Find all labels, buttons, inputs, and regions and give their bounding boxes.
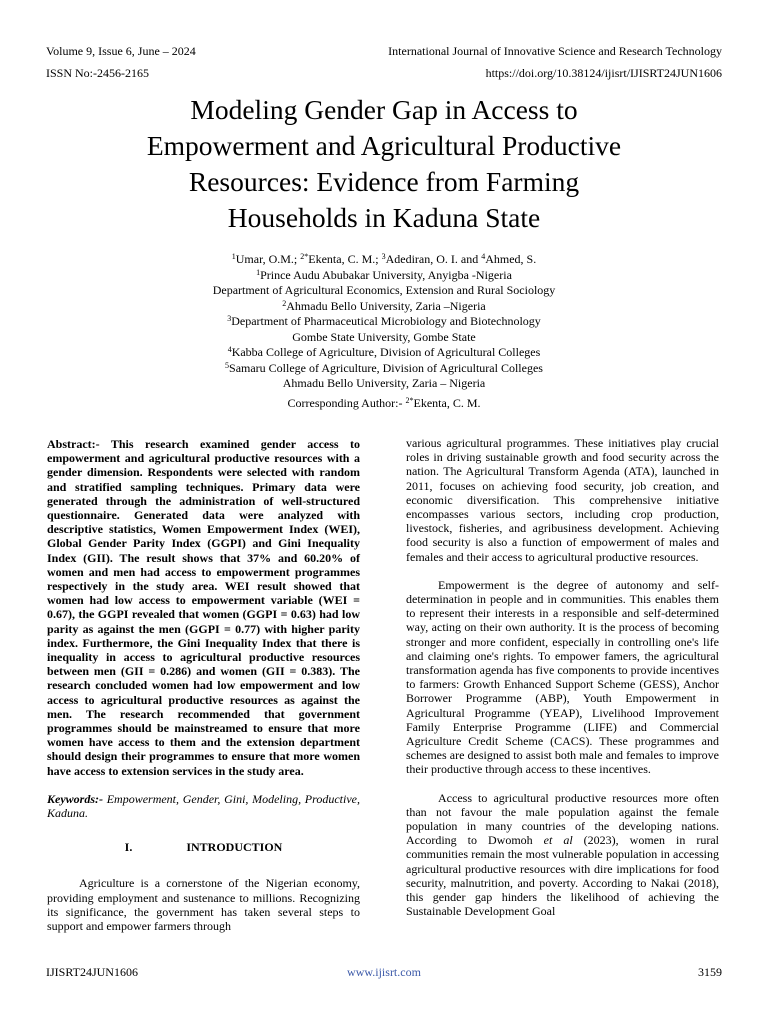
author-block	[60, 252, 708, 392]
affiliation-2: $^2$Ahmadu Bello University, Zaria –Nigeria	[282, 298, 486, 313]
paper-id: IJISRT24JUN1606	[46, 965, 138, 979]
title-line: Households in Kaduna State	[227, 202, 541, 233]
running-header-top	[46, 44, 722, 59]
page-number: 3159	[698, 965, 722, 979]
author-list: $^1$Umar, O.M.; $^{2*}$Ekenta, C. M.; $^3$Adediran, O. I. and $^4$Ahmed, S.	[231, 252, 537, 266]
affiliation-1: $^1$Prince Audu Abubakar University, Anyigba -Nigeria	[256, 267, 512, 282]
journal-name: International Journal of Innovative Science and Research Technology	[388, 44, 722, 58]
body-paragraph: Empowerment is the degree of autonomy and self-determination in people and in communities. This enables them to represent their interests in a responsible and self-determined way, acting on their own authority. It is the process of becoming stronger and more confident, especially in controlling one's life and claiming one's rights. To empower famers, the agricultural transformation agenda has five components to provide incentives to farmers: Growth Enhanced Support Scheme (GESS), Anchor Borrower Programme (ABP), Youth Empowerment in Agricultural Programme (YEAP), Livelihood Improvement Family Enterprise Programme (LIFE) and Commercial Agriculture Credit Scheme (CACS). These programmes and schemes are designed to assist both male and females to improve their productive through access to these incentives.	[406, 577, 719, 777]
affiliation-3: $^3$Department of Pharmaceutical Microbiology and Biotechnology	[227, 314, 541, 328]
paper-title	[60, 92, 708, 236]
corresponding-author: Corresponding Author:- $^{2*}$Ekenta, C. M.	[287, 396, 481, 410]
running-header-bottom	[46, 66, 722, 81]
left-column	[47, 437, 360, 933]
affiliation-5-institution: Ahmadu Bello University, Zaria – Nigeria	[282, 376, 486, 390]
section-heading: I. INTRODUCTION	[124, 840, 283, 855]
affiliation-3-institution: Gombe State University, Gombe State	[292, 329, 476, 344]
title-line: Empowerment and Agricultural Productive	[146, 130, 622, 161]
title-line: Modeling Gender Gap in Access to	[190, 94, 578, 125]
doi-link[interactable]: https://doi.org/10.38124/ijisrt/IJISRT24JUN1606	[485, 66, 722, 80]
keywords: Keywords:- Empowerment, Gender, Gini, Modeling, Productive, Kaduna.	[47, 791, 360, 821]
title-line: Resources: Evidence from Farming	[188, 166, 580, 197]
volume-info: Volume 9, Issue 6, June – 2024	[46, 44, 196, 58]
intro-paragraph: Agriculture is a cornerstone of the Nigerian economy, providing employment and sustenance to millions. Recognizing its significance, the government has taken several steps to support and empower farmers through	[47, 876, 360, 934]
body-paragraph: Access to agricultural productive resources more often than not favour the male population against the female population in many countries of the developing nations. According to Dwomoh et al (2023), women in rural communities remain the most vulnerable population in accessing agricultural productive resources with dire implications for food security, malnutrition, and poverty. According to Nakai (2018), this gender gap hinders the likelihood of achieving the Sustainable Development Goal	[406, 790, 719, 919]
abstract: Abstract:- This research examined gender access to empowerment and agricultural productive resources with a gender dimension. Respondents were selected with random and stratified sampling techniques. Primary data were generated through the administration of well-structured questionnaire. Generated data were analyzed with descriptive statistics, Women Empowerment Index (WEI), Global Gender Parity Index (GGPI) and Gini Inequality Index (GII). The result shows that 37% and 60.20% of women and men had access to empowerment programmes respectively in the study area. WEI result showed that women had low access to empowerment variable (WEI = 0.67), the GGPI revealed that women (GGPI = 0.63) had low parity as against the men (GGPI = 0.77) with higher parity index. Furthermore, the Gini Inequality Index that there is inequality in access to agricultural productive resources between men (GII = 0.286) and women (GII = 0.383). The research concluded women had low empowerment and low access to agricultural productive resources as against the men. The research recommended that government programmes should be mainstreamed to ensure that more women have access to them and the extension department should design their programmes to ensure that more women have access to extension services in the study area.	[47, 437, 360, 778]
affiliation-1-dept: Department of Agricultural Economics, Extension and Rural Sociology	[212, 283, 556, 297]
body-paragraph: various agricultural programmes. These initiatives play crucial roles in driving sustainable growth and food security across the nation. The Agricultural Transform Agenda (ATA), launched in 2011, focuses on achieving food security, job creation, and economic diversification. This comprehensive initiative encompasses various sectors, including crop production, livestock, fisheries, and agribusiness development. Achieving food security is also a function of empowerment of males and females and their access to agricultural productive resources.	[406, 436, 719, 564]
journal-website-link[interactable]: www.ijisrt.com	[347, 965, 421, 979]
issn: ISSN No:-2456-2165	[46, 66, 150, 80]
right-column	[406, 436, 719, 919]
affiliation-5: $^5$Samaru College of Agriculture, Division of Agricultural Colleges	[225, 360, 543, 375]
affiliation-4: $^4$Kabba College of Agriculture, Division of Agricultural Colleges	[227, 345, 541, 359]
